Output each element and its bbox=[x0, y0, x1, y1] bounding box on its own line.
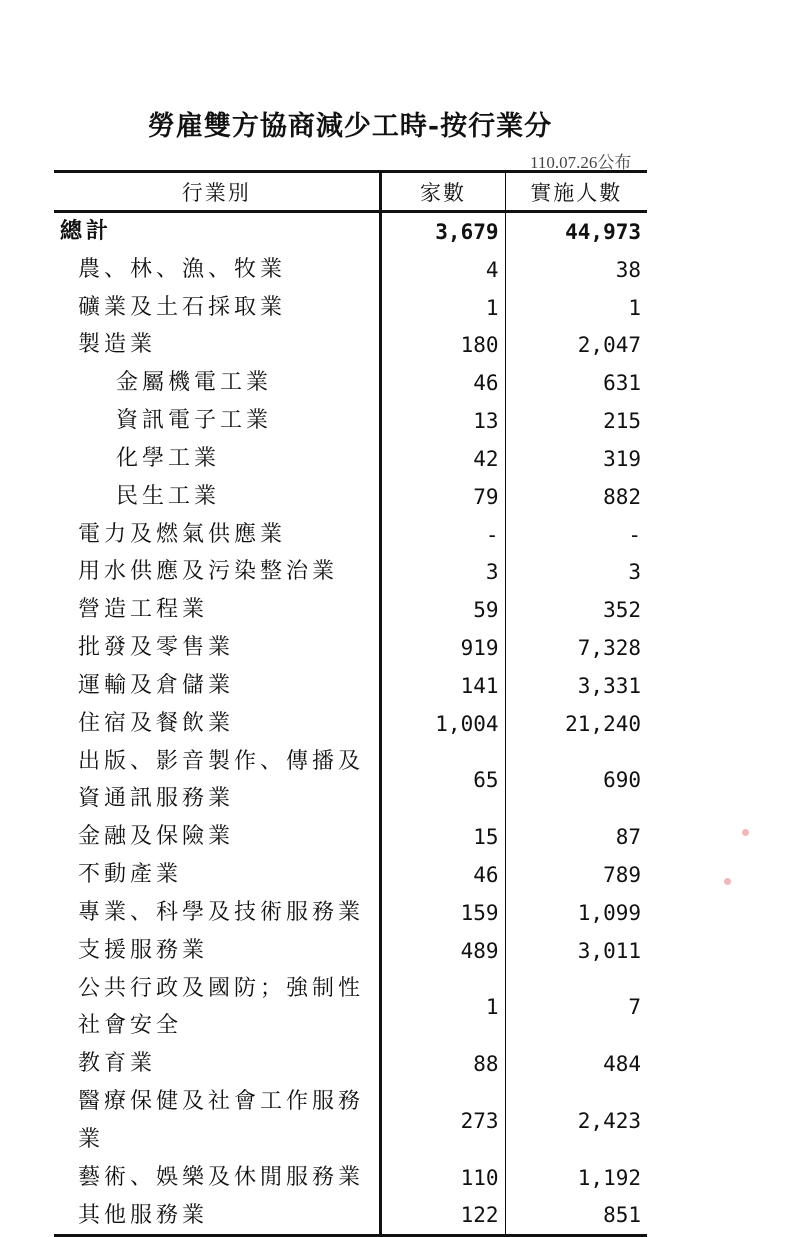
firms-count: 489 bbox=[380, 932, 505, 970]
workers-count: 631 bbox=[603, 371, 641, 396]
workers-count: 7 bbox=[628, 995, 641, 1020]
header-industry: 行業別 bbox=[54, 172, 380, 212]
industry-label: 礦業及土石採取業 bbox=[54, 289, 380, 327]
firms-count: 141 bbox=[380, 667, 505, 705]
table-row bbox=[54, 818, 647, 856]
firms-count: 46 bbox=[380, 364, 505, 402]
firms-count: 3,679 bbox=[380, 212, 505, 251]
industry-label: 用水供應及污染整治業 bbox=[54, 553, 380, 591]
table-row bbox=[54, 1159, 647, 1197]
firms-count: 1,004 bbox=[380, 705, 505, 743]
stray-mark bbox=[724, 878, 731, 885]
firms-count: - bbox=[380, 516, 505, 554]
industry-label: 製造業 bbox=[54, 326, 380, 364]
industry-label: 民生工業 bbox=[54, 478, 380, 516]
industry-label: 支援服務業 bbox=[54, 932, 380, 970]
header-workers: 實施人數 bbox=[530, 180, 623, 205]
table-row bbox=[54, 1197, 647, 1236]
firms-count: 180 bbox=[380, 326, 505, 364]
industry-label: 運輸及倉儲業 bbox=[54, 667, 380, 705]
firms-count: 3 bbox=[380, 553, 505, 591]
industry-label: 資訊電子工業 bbox=[54, 402, 380, 440]
table-row bbox=[54, 553, 647, 591]
table-row bbox=[54, 1045, 647, 1083]
publish-date: 110.07.26公布 bbox=[530, 153, 632, 172]
industry-label: 批發及零售業 bbox=[54, 629, 380, 667]
industry-label: 醫療保健及社會工作服務業 bbox=[54, 1083, 380, 1159]
table-row bbox=[54, 705, 647, 743]
industry-label: 藝術、娛樂及休閒服務業 bbox=[54, 1159, 380, 1197]
firms-count: 88 bbox=[380, 1045, 505, 1083]
table-row-sub bbox=[54, 440, 647, 478]
workers-count: 21,240 bbox=[565, 711, 641, 736]
firms-count: 42 bbox=[380, 440, 505, 478]
table-row bbox=[54, 1083, 647, 1159]
table-row bbox=[54, 743, 647, 819]
workers-count: 38 bbox=[615, 257, 641, 282]
firms-count: 1 bbox=[380, 970, 505, 1046]
firms-count: 15 bbox=[380, 818, 505, 856]
workers-count: 319 bbox=[603, 446, 641, 471]
industry-label: 金屬機電工業 bbox=[54, 364, 380, 402]
firms-count: 4 bbox=[380, 251, 505, 289]
table-row-sub bbox=[54, 364, 647, 402]
firms-count: 13 bbox=[380, 402, 505, 440]
table-row bbox=[54, 894, 647, 932]
workers-count: 1 bbox=[628, 295, 641, 320]
table-row bbox=[54, 629, 647, 667]
industry-label: 其他服務業 bbox=[54, 1197, 380, 1236]
workers-count: 851 bbox=[603, 1203, 641, 1228]
industry-label: 營造工程業 bbox=[54, 591, 380, 629]
industry-label: 出版、影音製作、傳播及資通訊服務業 bbox=[54, 743, 380, 819]
workers-count: 215 bbox=[603, 409, 641, 434]
industry-label: 電力及燃氣供應業 bbox=[54, 516, 380, 554]
workers-count: 3,011 bbox=[577, 938, 641, 963]
workers-count: 7,328 bbox=[577, 636, 641, 661]
workers-count: 690 bbox=[603, 768, 641, 793]
industry-label: 總計 bbox=[54, 212, 380, 251]
table-row-sub bbox=[54, 402, 647, 440]
table-row bbox=[54, 970, 647, 1046]
table-header-row bbox=[54, 172, 647, 212]
workers-count: 484 bbox=[603, 1052, 641, 1077]
table-row bbox=[54, 251, 647, 289]
table-row bbox=[54, 667, 647, 705]
table-row bbox=[54, 516, 647, 554]
table-row bbox=[54, 932, 647, 970]
workers-count: 1,192 bbox=[577, 1165, 641, 1190]
table-row bbox=[54, 289, 647, 327]
workers-count: 789 bbox=[603, 862, 641, 887]
industry-label: 不動產業 bbox=[54, 856, 380, 894]
industry-label: 化學工業 bbox=[54, 440, 380, 478]
workers-count: 44,973 bbox=[565, 219, 641, 244]
workers-count: 2,423 bbox=[577, 1108, 641, 1133]
firms-count: 79 bbox=[380, 478, 505, 516]
table-row-total bbox=[54, 212, 647, 251]
industry-label: 農、林、漁、牧業 bbox=[54, 251, 380, 289]
workers-count: 1,099 bbox=[577, 900, 641, 925]
workers-count: 87 bbox=[615, 825, 641, 850]
workers-count: 3 bbox=[628, 560, 641, 585]
workers-count: 882 bbox=[603, 484, 641, 509]
stray-mark bbox=[742, 829, 749, 836]
firms-count: 919 bbox=[380, 629, 505, 667]
firms-count: 65 bbox=[380, 743, 505, 819]
firms-count: 1 bbox=[380, 289, 505, 327]
industry-label: 專業、科學及技術服務業 bbox=[54, 894, 380, 932]
workers-count: - bbox=[628, 522, 641, 547]
firms-count: 273 bbox=[380, 1083, 505, 1159]
industry-label: 公共行政及國防；強制性社會安全 bbox=[54, 970, 380, 1046]
firms-count: 122 bbox=[380, 1197, 505, 1236]
firms-count: 110 bbox=[380, 1159, 505, 1197]
industry-label: 金融及保險業 bbox=[54, 818, 380, 856]
page-title: 勞雇雙方協商減少工時-按行業分 bbox=[147, 111, 553, 142]
industry-label: 住宿及餐飲業 bbox=[54, 705, 380, 743]
workers-count: 2,047 bbox=[577, 333, 641, 358]
workers-count: 3,331 bbox=[577, 673, 641, 698]
table-row bbox=[54, 326, 647, 364]
firms-count: 59 bbox=[380, 591, 505, 629]
industry-label: 教育業 bbox=[54, 1045, 380, 1083]
table-row bbox=[54, 591, 647, 629]
header-firms: 家數 bbox=[380, 172, 505, 212]
workers-count: 352 bbox=[603, 598, 641, 623]
table-row-sub bbox=[54, 478, 647, 516]
table-row bbox=[54, 856, 647, 894]
firms-count: 46 bbox=[380, 856, 505, 894]
industry-table bbox=[54, 170, 647, 1237]
firms-count: 159 bbox=[380, 894, 505, 932]
